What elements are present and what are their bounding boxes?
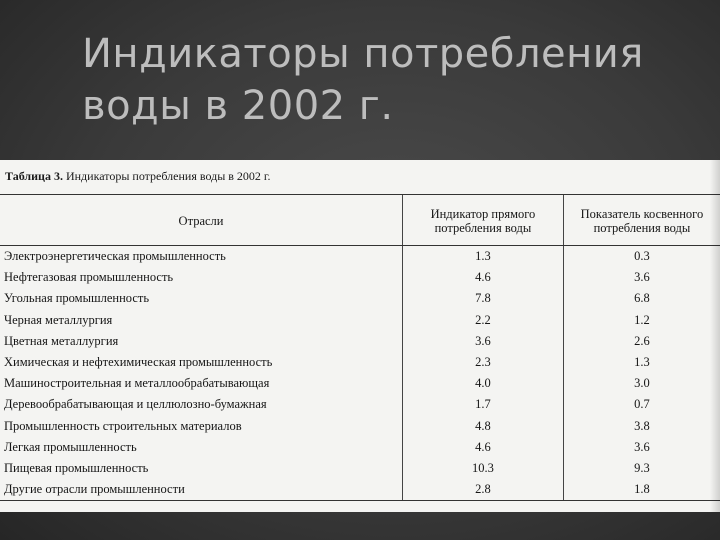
industry-cell: Другие отрасли промышленности xyxy=(0,479,403,501)
industry-cell: Черная металлургия xyxy=(4,312,113,327)
direct-consumption-cell: 4.8 xyxy=(403,416,564,437)
industry-cell: Легкая промышленность xyxy=(4,439,137,454)
table-row xyxy=(0,394,720,415)
industry-cell: Машиностроительная и металлообрабатывающая xyxy=(4,376,270,391)
industry-cell: Угольная промышленность xyxy=(4,291,150,306)
direct-consumption-cell: 2.2 xyxy=(403,310,564,331)
indirect-consumption-cell: 3.6 xyxy=(563,267,720,288)
table-row xyxy=(0,416,720,437)
header-direct-indicator: Индикатор прямого потребления воды xyxy=(403,195,564,246)
water-consumption-table xyxy=(0,194,720,501)
direct-consumption-cell: 4.6 xyxy=(403,437,564,458)
industry-cell: Химическая и нефтехимическая промышленность xyxy=(4,355,273,370)
indirect-consumption-cell: 1.2 xyxy=(563,310,720,331)
direct-consumption-cell: 3.6 xyxy=(403,331,564,352)
indirect-consumption-cell: 9.3 xyxy=(563,458,720,479)
table-header-row xyxy=(0,195,720,246)
direct-consumption-cell: 7.8 xyxy=(403,288,564,309)
direct-consumption-cell: 1.7 xyxy=(403,394,564,415)
table-figure xyxy=(0,160,720,512)
industry-cell: Цветная металлургия xyxy=(4,333,119,348)
table-row xyxy=(0,437,720,458)
table-row xyxy=(0,352,720,373)
table-row xyxy=(0,373,720,394)
table-row xyxy=(0,267,720,288)
indirect-consumption-cell: 3.6 xyxy=(563,437,720,458)
industry-cell: Электроэнергетическая промышленность xyxy=(4,249,226,263)
table-row xyxy=(0,288,720,309)
industry-cell: Нефтегазовая промышленность xyxy=(4,270,174,285)
indirect-consumption-cell: 2.6 xyxy=(563,331,720,352)
indirect-consumption-cell: 3.0 xyxy=(563,373,720,394)
direct-consumption-cell: 2.3 xyxy=(403,352,564,373)
table-caption xyxy=(5,169,271,184)
indirect-consumption-cell: 3.8 xyxy=(563,416,720,437)
header-industries: Отрасли xyxy=(0,195,403,246)
indirect-consumption-cell: 1.8 xyxy=(563,479,720,501)
indirect-consumption-cell: 0.3 xyxy=(563,246,720,268)
indirect-consumption-cell: 6.8 xyxy=(563,288,720,309)
direct-consumption-cell: 4.0 xyxy=(403,373,564,394)
table-row xyxy=(0,458,720,479)
direct-consumption-cell: 1.3 xyxy=(403,246,564,268)
direct-consumption-cell: 10.3 xyxy=(403,458,564,479)
figure-shadow xyxy=(710,160,720,512)
table-row xyxy=(0,479,720,501)
header-indirect-indicator: Показатель косвенного потребления воды xyxy=(563,195,720,246)
industry-cell: Промышленность строительных материалов xyxy=(4,418,242,433)
industry-cell: Деревообрабатывающая и целлюлозно-бумажная xyxy=(4,397,267,412)
table-row xyxy=(0,331,720,352)
table-body xyxy=(0,246,720,501)
table-row xyxy=(0,246,720,268)
indirect-consumption-cell: 1.3 xyxy=(563,352,720,373)
table-caption-label: Таблица 3. xyxy=(5,169,63,183)
indirect-consumption-cell: 0.7 xyxy=(563,394,720,415)
industry-cell: Пищевая промышленность xyxy=(4,461,149,476)
direct-consumption-cell: 2.8 xyxy=(403,479,564,501)
table-row xyxy=(0,310,720,331)
table-caption-text: Индикаторы потребления воды в 2002 г. xyxy=(65,169,271,183)
direct-consumption-cell: 4.6 xyxy=(403,267,564,288)
slide-title: Индикаторы потребления воды в 2002 г. xyxy=(82,31,644,129)
